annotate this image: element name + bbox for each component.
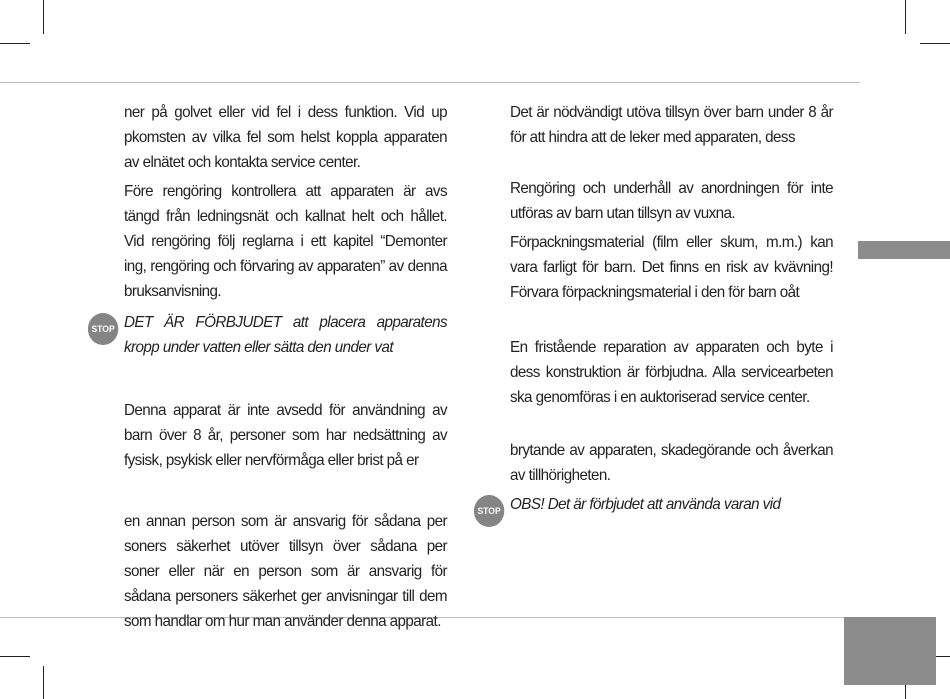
section-tab — [858, 241, 950, 259]
crop-mark — [0, 43, 30, 44]
header-rule — [0, 82, 860, 83]
warning-text: OBS! Det är förbjudet att använda varan vid — [510, 496, 781, 513]
left-paragraph-4: en annan person som är ansvarig för sådana per soners säkerhet utöver tillsyn över sådana per soner eller när en person som är ansvarig för sådana personers säkerhet ger anvisningar till dem som handlar om hur man använder denna apparat. — [124, 513, 447, 630]
right-paragraph-5: brytande av apparaten, skadegörande och åverkan av tillhörigheten. — [510, 442, 833, 484]
stop-icon: STOP — [474, 495, 504, 527]
right-paragraph-2: Rengöring och underhåll av anordningen för inte utföras av barn utan tillsyn av vuxna. — [510, 180, 833, 222]
page-corner-tab — [844, 617, 936, 685]
crop-mark — [43, 666, 44, 699]
crop-mark — [0, 656, 30, 657]
left-paragraph-1: ner på golvet eller vid fel i dess funktion. Vid up pkomsten av vilka fel som helst koppla apparaten av elnätet och kontakta service center. — [124, 104, 447, 171]
left-paragraph-2: Före rengöring kontrollera att apparaten är avs tängd från ledningsnät och kallnat helt och hållet. Vid rengöring följ reglarna i ett kapitel “Demonter ing, rengöring och förvaring av apparaten” av denna bruksanvisning. — [124, 183, 447, 300]
crop-mark — [905, 0, 906, 34]
right-column — [477, 100, 850, 517]
warning-forbidden-use — [477, 492, 833, 517]
right-paragraph-4: En fristående reparation av apparaten och byte i dess konstruktion är förbjudna. Alla servicearbeten ska genomföras i en auktoriserad service center. — [510, 339, 833, 406]
left-column — [91, 100, 464, 634]
stop-icon: STOP — [88, 313, 118, 345]
crop-mark — [43, 0, 44, 34]
left-paragraph-3: Denna apparat är inte avsedd för användning av barn över 8 år, personer som har nedsättning av fysisk, psykisk eller nervförmåga eller brist på er — [124, 402, 447, 469]
warning-forbidden-water — [91, 310, 447, 360]
warning-text: DET ÄR FÖRBJUDET att placera apparatens kropp under vatten eller sätta den under vat — [124, 314, 447, 356]
right-paragraph-1: Det är nödvändigt utöva tillsyn över barn under 8 år för att hindra att de leker med apparaten, dess — [510, 104, 833, 146]
crop-mark — [920, 43, 950, 44]
right-paragraph-3: Förpackningsmaterial (film eller skum, m.m.) kan vara farligt för barn. Det finns en risk av kvävning! Förvara förpackningsmaterial i den för barn oåt — [510, 234, 833, 301]
